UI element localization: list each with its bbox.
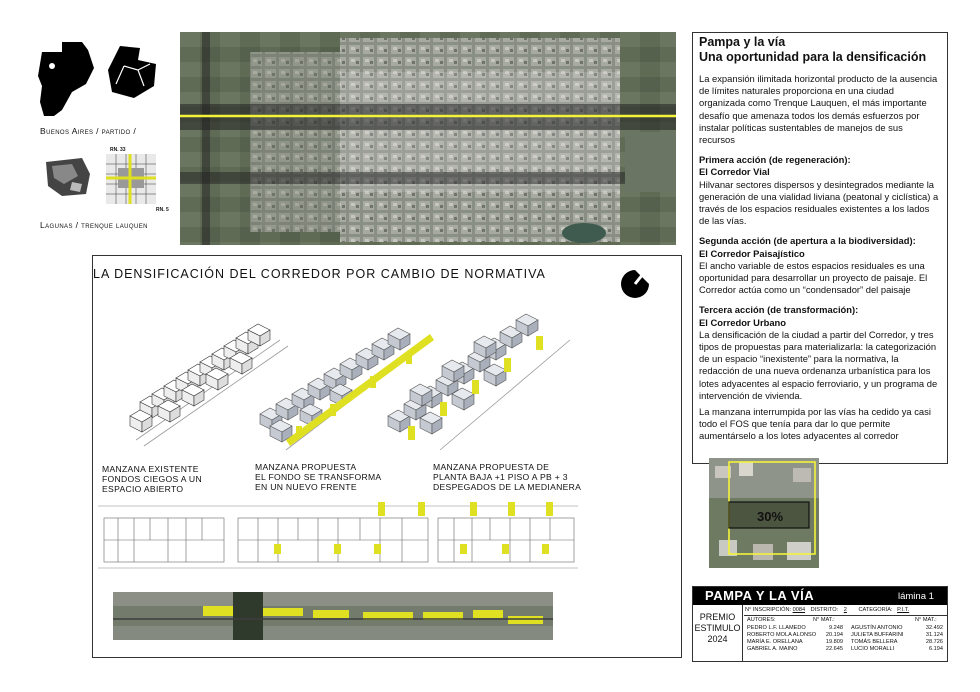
inscripcion-row [745, 607, 945, 614]
premio-line2: ESTIMULO [694, 623, 741, 633]
partido-map-icon [104, 42, 164, 102]
caption-pb3-line1: MANZANA PROPUESTA DE [433, 462, 550, 472]
inscripcion-value: 0084 [792, 607, 806, 613]
caption-proposed-line3: EN UN NUEVO FRENTE [255, 482, 357, 492]
distrito-label: DISTRITO: [810, 607, 839, 613]
author-name: MARÍA E. ORELLANA [747, 639, 803, 645]
author-name: ROBERTO MOLA ALONSO [747, 632, 817, 638]
caption-pb3-line2: PLANTA BAJA +1 PISO A PB + 3 [433, 472, 568, 482]
autores-label: AUTORES: [747, 617, 776, 623]
action3-body: La densificación de la ciudad a partir del Corredor, y tres tipos de propuestas para materializarla: la categorización de un espacio “inexistente” para la normativa, la redacción de una nueva ordenanza urbanística para los lotes adyacentes al espacio ferroviario, y un programa de intervención de vivienda. [699, 328, 938, 401]
author-name: LUCIO MORALLI [851, 646, 895, 652]
sheet-label: lámina 1 [898, 591, 934, 602]
author-mat: 28.726 [925, 639, 943, 645]
description-panel [692, 32, 948, 464]
fos-percentage-label: 30% [757, 509, 784, 524]
action3-subtitle: El Corredor Urbano [699, 316, 786, 328]
author-mat: 6.194 [929, 646, 943, 652]
caption-proposed-line2: EL FONDO SE TRANSFORMA [255, 472, 382, 482]
author-name: GABRIEL A. MAINO [747, 646, 798, 652]
caption-pb3-line3: DESPEGADOS DE LA MEDIANERA [433, 482, 582, 492]
row-divider [744, 615, 947, 616]
trenque-lauquen-grid [106, 154, 156, 204]
authors-right [851, 625, 943, 653]
author-name: JULIETA BUFFARINI [851, 632, 904, 638]
premio-year: 2024 [707, 634, 728, 644]
caption-proposed-line1: MANZANA PROPUESTA [255, 462, 357, 472]
caption-existing-line2: FONDOS CIEGOS A UN [102, 474, 202, 484]
author-row [851, 646, 943, 653]
block-photo [709, 458, 819, 568]
maps-caption-top: Buenos Aires / partido / [40, 126, 137, 136]
panel-title-1: Pampa y la vía [699, 35, 786, 49]
isometric-blocks [100, 300, 580, 460]
location-maps [32, 36, 172, 236]
rn33-label: RN. 33 [110, 147, 126, 153]
author-row [851, 625, 943, 632]
categoria-label: CATEGORÍA: [858, 607, 893, 613]
author-mat: 32.492 [925, 625, 943, 631]
author-mat: 22.645 [825, 646, 843, 652]
densification-title: LA DENSIFICACIÓN DEL CORREDOR POR CAMBIO DE NORMATIVA [93, 267, 546, 281]
author-name: AGUSTÍN ANTONIO [851, 625, 903, 631]
caption-existing-line1: MANZANA EXISTENTE [102, 464, 199, 474]
author-name: TOMÁS BELLERA [851, 639, 898, 645]
categoria-value: P.I.T. [897, 607, 910, 613]
panel-title-2: Una oportunidad para la densificación [699, 50, 927, 64]
action2-title: Segunda acción (de apertura a la biodiversidad): [699, 235, 916, 247]
author-row [747, 632, 843, 639]
author-mat: 31.124 [925, 632, 943, 638]
action1-body: Hilvanar sectores dispersos y desintegrados mediante la generación de una vialidad liviana (peatonal y ciclística) a través de los espacios residuales existentes a los lados de las vías. [699, 178, 939, 227]
author-row [851, 632, 943, 639]
title-block [692, 586, 948, 662]
caption-existing [102, 464, 202, 494]
caption-existing-line3: ESPACIO ABIERTO [102, 484, 184, 494]
caption-proposed [255, 462, 381, 492]
author-mat: 19.809 [825, 639, 843, 645]
author-mat: 9.248 [829, 625, 843, 631]
author-row [747, 639, 843, 646]
intro-text: La expansión ilimitada horizontal producto de la ausencia de límites naturales proporciona en una ciudad organizada como Trenque Lauquen, el más importante desafío que amenaza todos los demás esfuerzos por instalar políticas sustentables de manejos de sus recursos [699, 73, 938, 146]
inscripcion-label: N° INSCRIPCIÓN: [745, 607, 792, 613]
premio-line1: PREMIO [699, 612, 736, 622]
buenos-aires-map-icon [32, 36, 102, 126]
mat-label-right: N° MAT.: [915, 617, 937, 623]
action2-subtitle: El Corredor Paisajístico [699, 247, 805, 259]
closing-text: La manzana interrumpida por las vías ha cedido ya casi todo el FOS que tenía para dar lo que permite aumentárselo a los lotes adyacentes al corredor [699, 406, 931, 442]
lagunas-map-icon [42, 154, 94, 200]
maps-caption-bottom: Lagunas / trenque lauquen [40, 220, 148, 230]
rn5-label: RN. 5 [156, 207, 169, 213]
action1-subtitle: El Corredor Vial [699, 166, 770, 178]
mat-label-left: N° MAT.: [813, 617, 835, 623]
author-row [747, 625, 843, 632]
project-name: PAMPA Y LA VÍA [705, 588, 815, 603]
premio-block [693, 605, 743, 661]
north-arrow-icon [619, 268, 651, 300]
action1-title: Primera acción (de regeneración): [699, 154, 851, 166]
corridor-strip [113, 592, 553, 640]
author-row [747, 646, 843, 653]
author-row [851, 639, 943, 646]
aerial-photo [180, 32, 676, 245]
action3-title: Tercera acción (de transformación): [699, 304, 859, 316]
action2-body: El ancho variable de estos espacios residuales es una oportunidad para desarrollar un proyecto de paisaje. El Corredor actúa como un “condensador” del paisaje [699, 259, 928, 296]
distrito-value: 2 [843, 607, 847, 613]
authors-left [747, 625, 843, 653]
author-mat: 20.194 [825, 632, 843, 638]
caption-proposed-pb3 [433, 462, 581, 492]
author-name: PEDRO L.F. LLAMEDO [747, 625, 806, 631]
block-plans [98, 500, 578, 576]
